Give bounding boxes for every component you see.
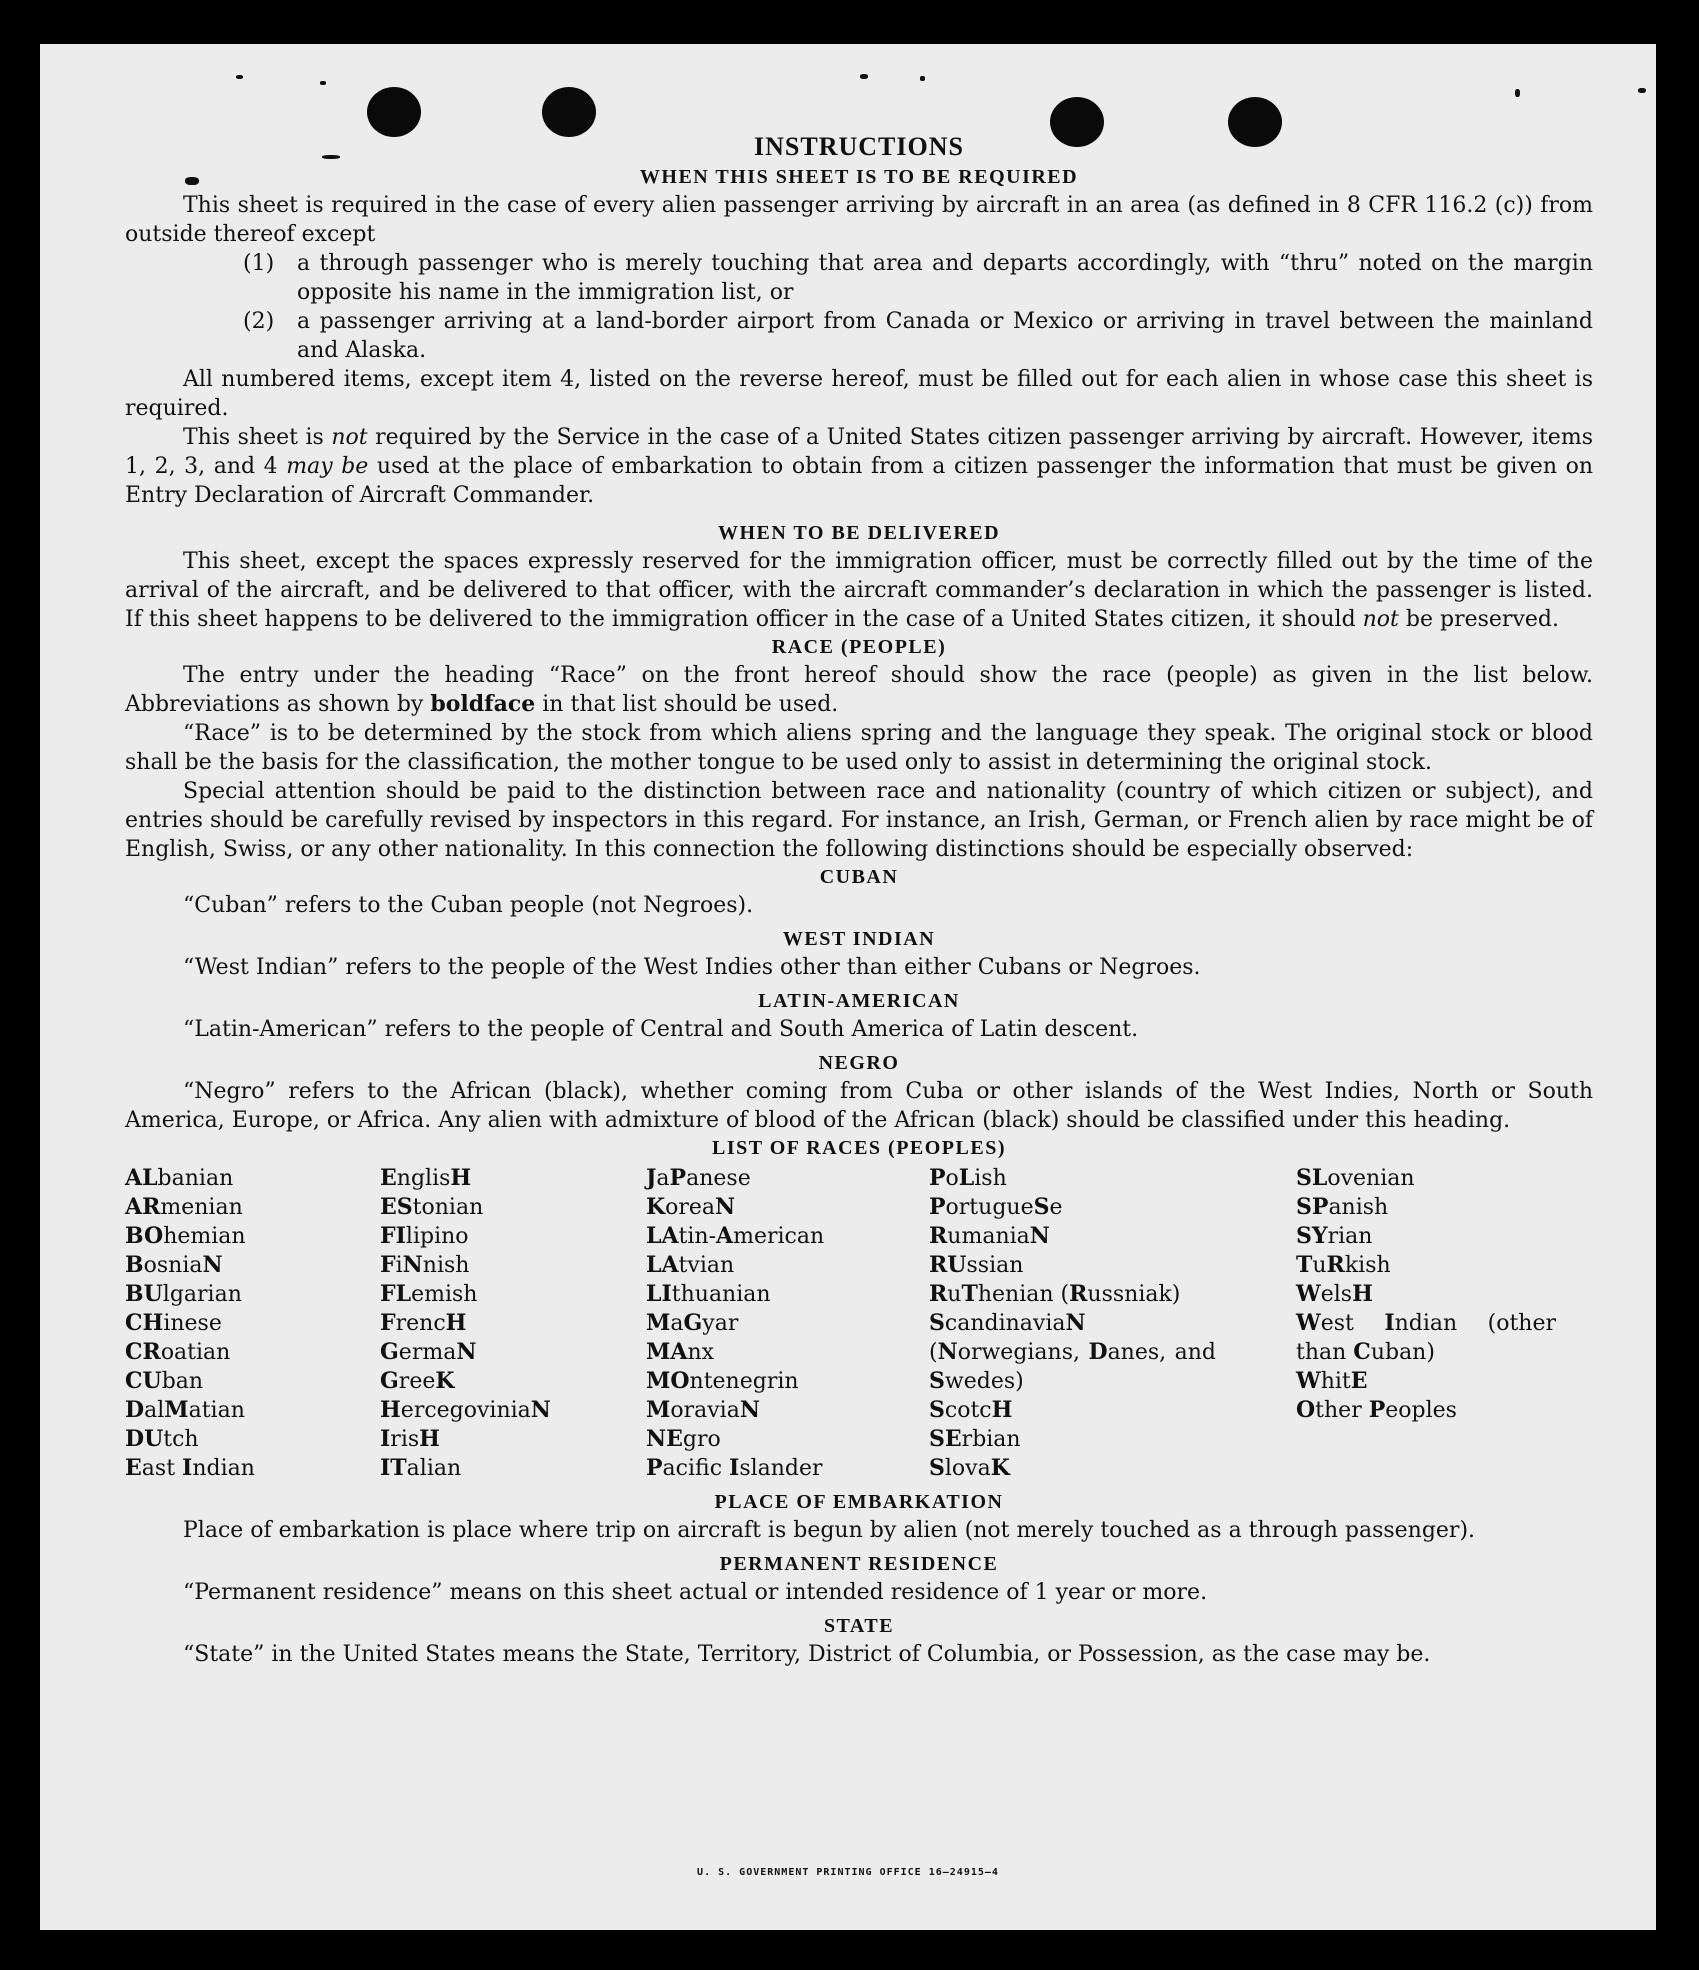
text-run: The entry under the heading “Race” on the front hereof should show the race (people) as given in the list below. Abbreviations as shown by (125, 663, 1593, 717)
race-entry: MAnx (646, 1339, 715, 1365)
race-entry: Pacific Islander (646, 1455, 823, 1481)
race-entry: DUtch (125, 1426, 199, 1452)
race-paragraph-1 (125, 661, 1593, 719)
race-entry: RUssian (929, 1252, 1024, 1278)
section-heading-delivered: WHEN TO BE DELIVERED (717, 522, 1001, 544)
section-heading-race: RACE (PEOPLE) (771, 636, 947, 658)
race-entry: BOhemian (125, 1223, 246, 1249)
section-heading-latin-american: LATIN-AMERICAN (758, 990, 960, 1012)
race-entry: West Indian (other than Cuban) (1296, 1310, 1556, 1365)
latin-american-paragraph: “Latin-American” refers to the people of Central and South America of Latin descent. (183, 1017, 1139, 1042)
races-list (125, 1164, 1593, 1483)
required-intro: This sheet is required in the case of every alien passenger arriving by aircraft in an area (as defined in 8 CFR 116.2 (c)) from outside thereof except (125, 193, 1593, 247)
text-run: in that list should be used. (535, 692, 839, 717)
race-entry: CRoatian (125, 1339, 231, 1365)
print-speck (320, 81, 326, 85)
race-entry: DalMatian (125, 1397, 245, 1423)
text-run-italic: not (331, 425, 368, 450)
state-paragraph: “State” in the United States means the State, Territory, District of Columbia, or Possession, as the case may be. (183, 1642, 1431, 1667)
race-entry: HercegoviniaN (380, 1397, 551, 1423)
race-paragraph-2: “Race” is to be determined by the stock from which aliens spring and the language they speak. The original stock or blood shall be the basis for the classification, the mother tongue to be used only to assist in determining the original stock. (125, 721, 1593, 775)
race-entry: ScandinaviaN (Norwegians, Danes, and Swedes) (929, 1310, 1216, 1394)
race-entry: LAtin-American (646, 1223, 825, 1249)
race-entry: LIthuanian (646, 1281, 771, 1307)
race-entry: SErbian (929, 1426, 1021, 1452)
exception-text: a through passenger who is merely touching that area and departs accordingly, with “thru” noted on the margin opposite his name in the immigration list, or (297, 251, 1593, 305)
race-entry: WhitE (1296, 1368, 1368, 1394)
race-entry: GreeK (380, 1368, 455, 1394)
race-entry: KoreaN (646, 1194, 736, 1220)
text-run: required by the Service in the case of a United States citizen passenger arriving by aircraft. However, items 1, 2, 3, and 4 (125, 425, 1593, 479)
text-run: This sheet, except the spaces expressly reserved for the immigration officer, must be correctly filled out by the time of the arrival of the aircraft, and be delivered to that officer, with the aircraft commander’s declaration in which the passenger is listed. If this sheet happens to be delivered to the immigration officer in the case of a United States citizen, it should (125, 549, 1593, 632)
exception-item (125, 307, 1593, 365)
race-entry: NEgro (646, 1426, 721, 1452)
races-column (929, 1164, 1216, 1483)
race-entry: MoraviaN (646, 1397, 760, 1423)
race-entry: PoLish (929, 1165, 1007, 1191)
races-column (380, 1164, 646, 1483)
section-heading-required: WHEN THIS SHEET IS TO BE REQUIRED (639, 166, 1079, 188)
text-run: be preserved. (1398, 607, 1559, 632)
race-entry: IrisH (380, 1426, 440, 1452)
exception-text: a passenger arriving at a land-border airport from Canada or Mexico or arriving in travel between the mainland and Alaska. (297, 309, 1593, 363)
race-entry: WelsH (1296, 1281, 1373, 1307)
section-heading-embarkation: PLACE OF EMBARKATION (714, 1491, 1004, 1513)
race-entry: PortugueSe (929, 1194, 1063, 1220)
races-column (1216, 1164, 1556, 1483)
race-entry: East Indian (125, 1455, 255, 1481)
race-entry: Other Peoples (1296, 1397, 1457, 1423)
race-entry: FiNnish (380, 1252, 470, 1278)
race-entry: SYrian (1296, 1223, 1373, 1249)
race-entry: FLemish (380, 1281, 478, 1307)
race-entry: BUlgarian (125, 1281, 242, 1307)
print-speck (1638, 88, 1646, 93)
race-entry: CHinese (125, 1310, 222, 1336)
section-heading-residence: PERMANENT RESIDENCE (719, 1553, 999, 1575)
negro-paragraph: “Negro” refers to the African (black), whether coming from Cuba or other islands of the West Indies, North or South America, Europe, or Africa. Any alien with admixture of blood of the African (black) should be classified under this heading. (125, 1079, 1593, 1133)
race-entry: FrencH (380, 1310, 467, 1336)
race-entry: MOntenegrin (646, 1368, 799, 1394)
print-speck (1515, 89, 1520, 97)
race-entry: GermaN (380, 1339, 477, 1365)
race-entry: EStonian (380, 1194, 484, 1220)
race-entry: ITalian (380, 1455, 462, 1481)
race-entry: ARmenian (125, 1194, 243, 1220)
race-entry: SlovaK (929, 1455, 1010, 1481)
print-speck (236, 75, 243, 79)
punch-hole (542, 87, 596, 137)
text-run-italic: may be (286, 454, 369, 479)
race-entry: RuThenian (Russniak) (929, 1281, 1181, 1307)
numbered-items-paragraph: All numbered items, except item 4, listed on the reverse hereof, must be filled out for each alien in whose case this sheet is required. (125, 367, 1593, 421)
race-entry: BosniaN (125, 1252, 223, 1278)
document-sheet (40, 44, 1656, 1930)
document-title: INSTRUCTIONS (754, 132, 964, 161)
exception-number: (1) (243, 251, 275, 276)
exception-number: (2) (243, 309, 275, 334)
section-heading-negro: NEGRO (818, 1052, 900, 1074)
race-entry: MaGyar (646, 1310, 739, 1336)
race-entry: LAtvian (646, 1252, 735, 1278)
race-entry: CUban (125, 1368, 204, 1394)
embarkation-paragraph: Place of embarkation is place where trip on aircraft is begun by alien (not merely touched as a through passenger). (183, 1518, 1476, 1543)
races-column (125, 1164, 380, 1483)
text-run: used at the place of embarkation to obtain from a citizen passenger the information that must be given on Entry Declaration of Aircraft Commander. (125, 454, 1593, 508)
race-entry: JaPanese (646, 1165, 751, 1191)
race-entry: SLovenian (1296, 1165, 1415, 1191)
instructions-content (125, 132, 1593, 1669)
printer-imprint: U. S. GOVERNMENT PRINTING OFFICE 16—24915–4 (697, 1867, 999, 1878)
citizen-paragraph (125, 423, 1593, 510)
race-entry: ALbanian (125, 1165, 234, 1191)
west-indian-paragraph: “West Indian” refers to the people of the West Indies other than either Cubans or Negroes. (183, 955, 1201, 980)
section-heading-west-indian: WEST INDIAN (782, 928, 936, 950)
race-entry: RumaniaN (929, 1223, 1050, 1249)
cuban-paragraph: “Cuban” refers to the Cuban people (not Negroes). (183, 893, 754, 918)
text-run-bold: boldface (430, 691, 536, 717)
exception-item (125, 249, 1593, 307)
race-paragraph-3: Special attention should be paid to the distinction between race and nationality (country of which citizen or subject), and entries should be carefully revised by inspectors in this regard. For instance, an Irish, German, or French alien by race might be of English, Swiss, or any other nationality. In this connection the following distinctions should be especially observed: (125, 779, 1593, 862)
section-heading-races-list: LIST OF RACES (PEOPLES) (711, 1137, 1006, 1159)
residence-paragraph: “Permanent residence” means on this sheet actual or intended residence of 1 year or more. (183, 1580, 1208, 1605)
race-entry: EnglisH (380, 1165, 472, 1191)
section-heading-cuban: CUBAN (819, 866, 899, 888)
print-speck (920, 76, 925, 81)
race-entry: TuRkish (1296, 1252, 1391, 1278)
print-speck (860, 74, 868, 79)
punch-hole (367, 87, 421, 137)
race-entry: SPanish (1296, 1194, 1389, 1220)
race-entry: ScotcH (929, 1397, 1013, 1423)
section-heading-state: STATE (823, 1615, 895, 1637)
delivered-paragraph (125, 547, 1593, 634)
race-entry: FIlipino (380, 1223, 469, 1249)
races-column (646, 1164, 929, 1483)
text-run-italic: not (1362, 607, 1399, 632)
text-run: This sheet is (183, 425, 332, 450)
